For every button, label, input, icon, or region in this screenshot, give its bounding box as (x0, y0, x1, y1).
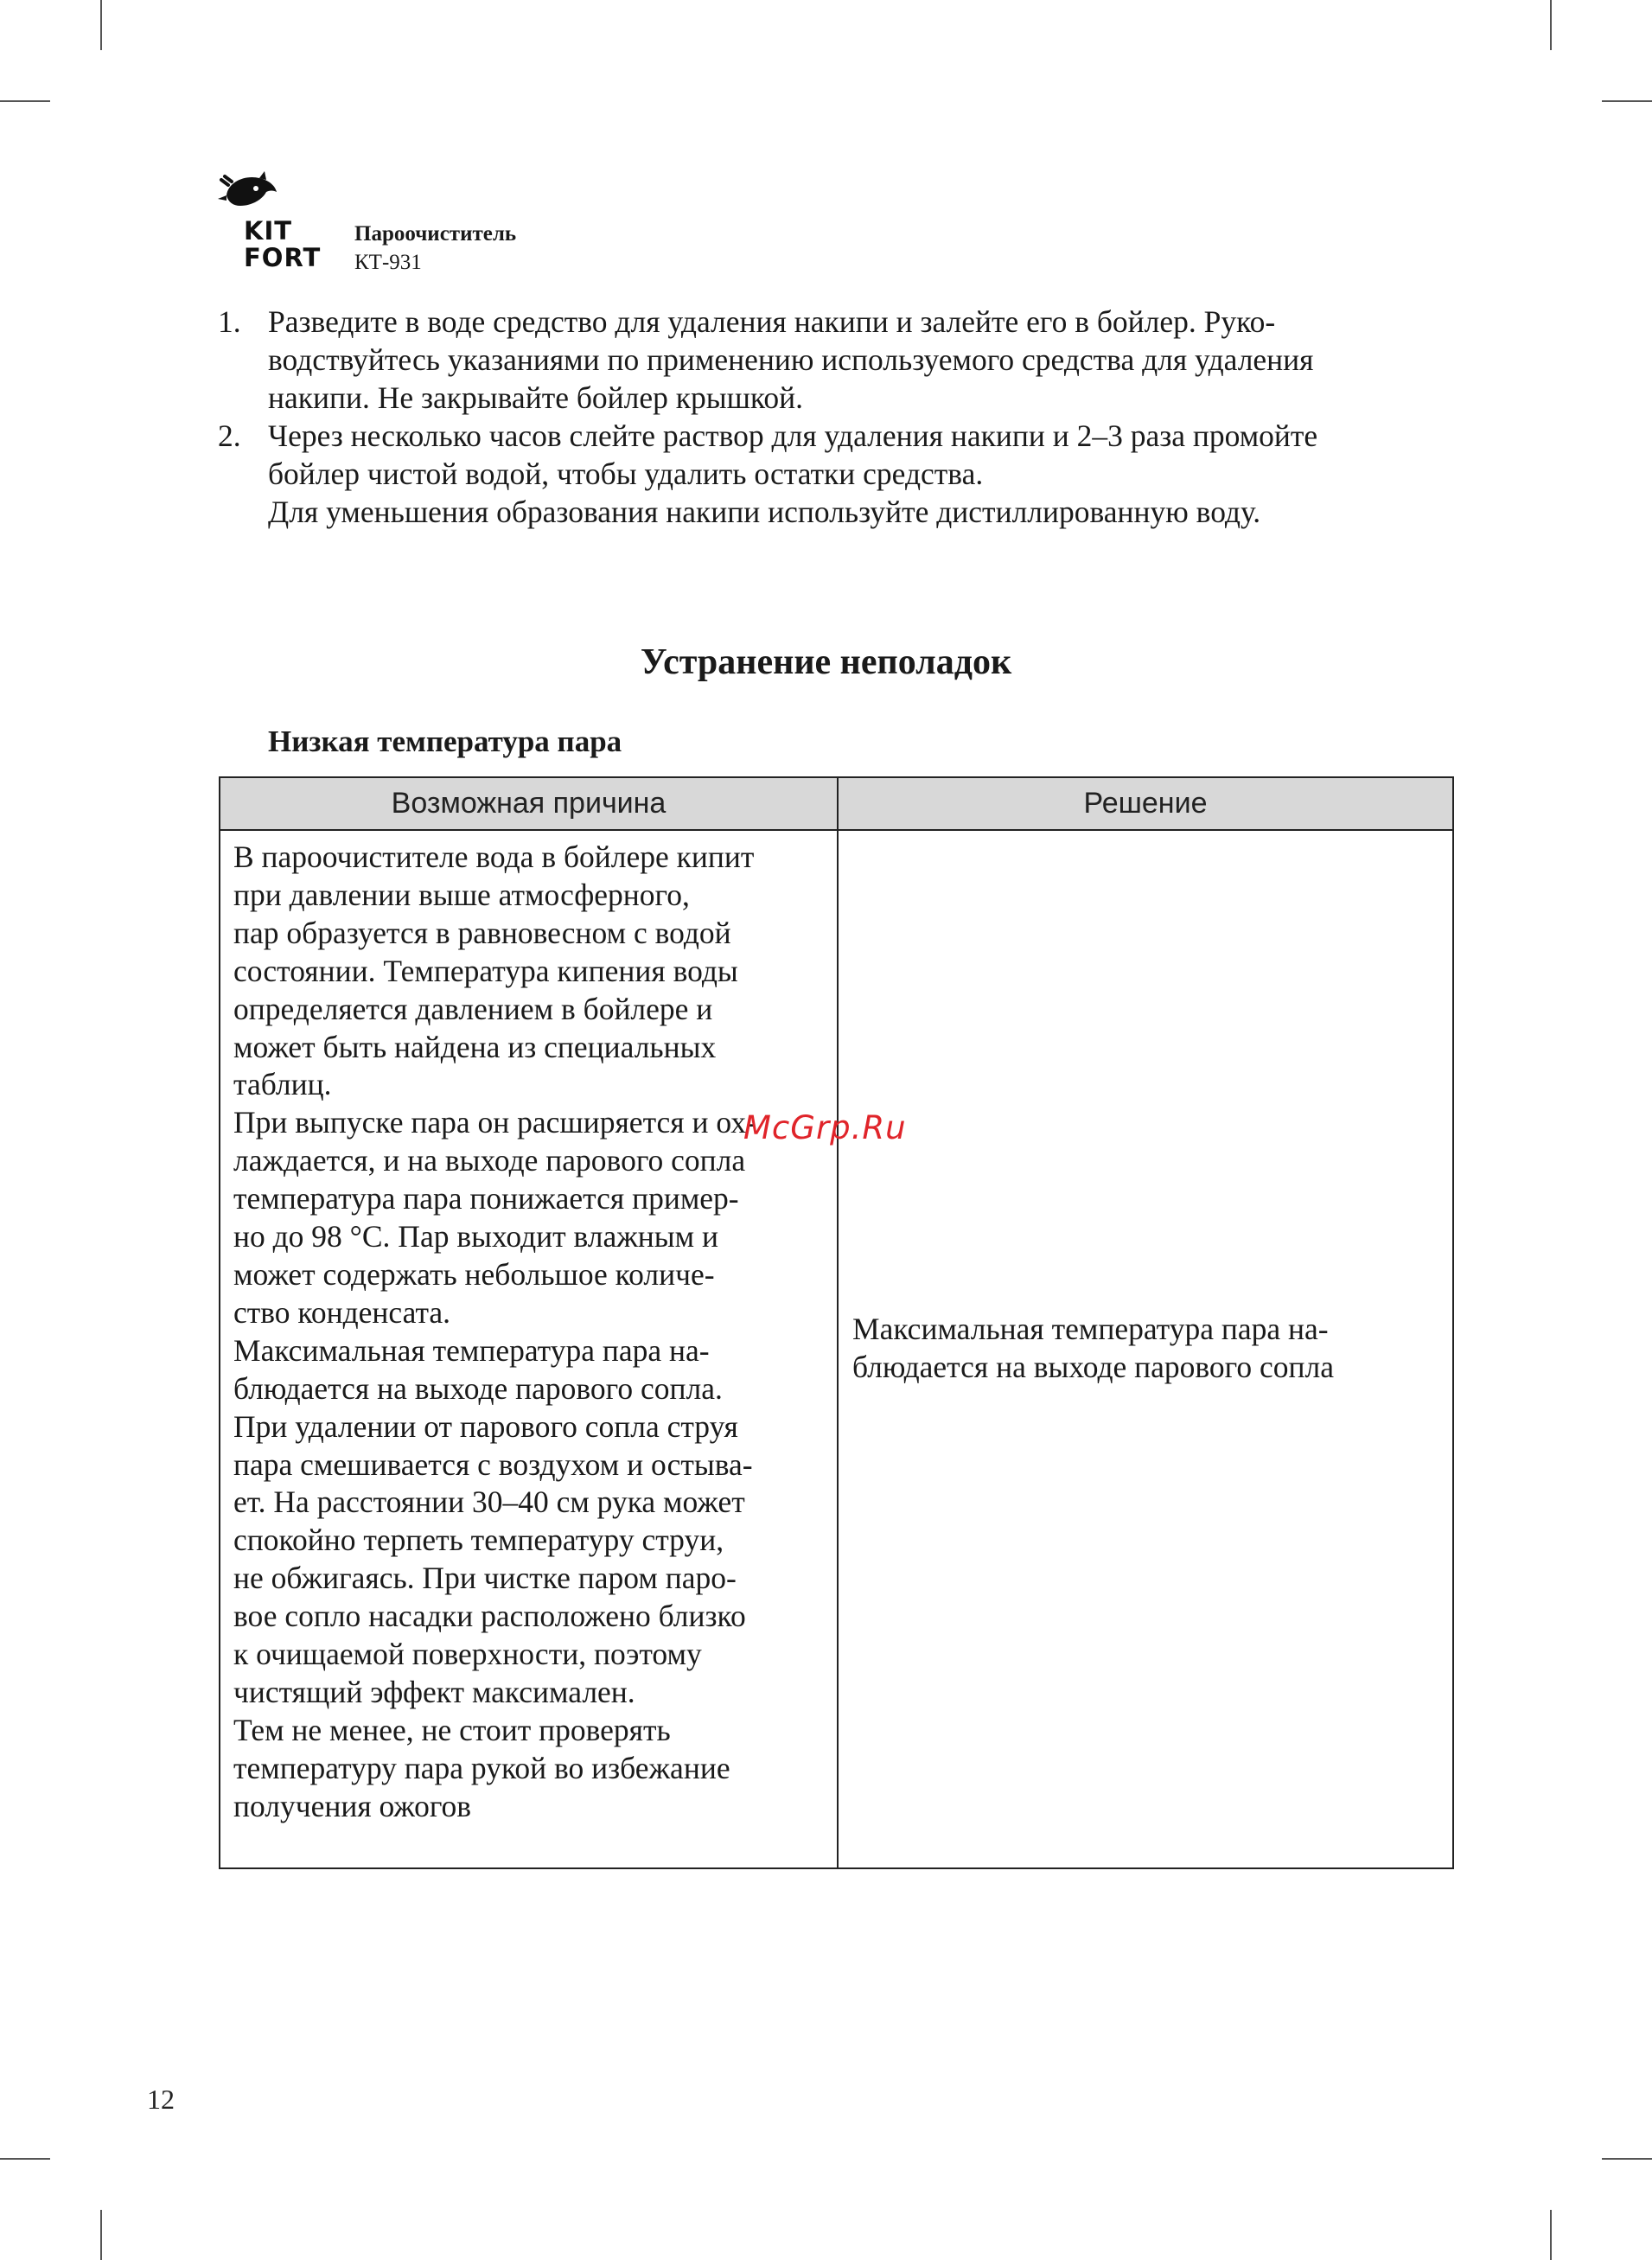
crop-mark-top-left-vertical (100, 0, 102, 50)
cause-line: Максимальная температура пара на- (233, 1332, 710, 1368)
watermark: McGrp.Ru (743, 1109, 907, 1146)
cause-line: вое сопло насадки расположено близко (233, 1599, 746, 1634)
cause-line: спокойно терпеть температуру струи, (233, 1523, 724, 1558)
descaling-steps (214, 303, 1468, 531)
cause-line: лаждается, и на выходе парового сопла (233, 1143, 746, 1178)
cause-line: При удалении от парового сопла струя (233, 1408, 738, 1444)
cause-line: может быть найдена из специальных (233, 1029, 717, 1064)
brand-line-1: KIT (244, 216, 293, 246)
crop-mark-bottom-left-vertical (100, 2210, 102, 2260)
crop-mark-top-left-horizontal (0, 100, 50, 102)
step-item (214, 417, 1468, 531)
cause-line: получения ожогов (233, 1788, 472, 1823)
kitfort-cat-plug-icon (214, 169, 284, 221)
cause-line: при давлении выше атмосферного, (233, 877, 690, 912)
step-number: 1. (218, 304, 241, 339)
solution-cell (852, 1311, 1440, 1387)
cause-line: В пароочистителе вода в бойлере кипит (233, 840, 755, 874)
page-number: 12 (147, 2084, 175, 2115)
cause-line: но до 98 °С. Пар выходит влажным и (233, 1219, 718, 1254)
cause-line: таблиц. (233, 1067, 332, 1102)
brand-line-2: FORT (244, 243, 322, 272)
crop-mark-top-right-horizontal (1602, 100, 1652, 102)
cause-line: температуру пара рукой во избежание (233, 1750, 730, 1785)
crop-mark-bottom-right-horizontal (1602, 2158, 1652, 2160)
cause-line: пар образуется в равновесном с водой (233, 915, 731, 950)
cause-line: ство конденсата. (233, 1294, 451, 1330)
cause-line: ет. На расстоянии 30–40 см рука может (233, 1484, 745, 1520)
step-text-line: Для уменьшения образования накипи используйте дистиллированную воду. (268, 495, 1261, 529)
cause-line: не обжигаясь. При чистке паром паро- (233, 1561, 737, 1596)
troubleshooting-table (219, 776, 1454, 1869)
cause-line: к очищаемой поверхности, поэтому (233, 1637, 702, 1672)
solution-line: Максимальная температура пара на- (852, 1312, 1329, 1346)
crop-mark-bottom-right-vertical (1550, 2210, 1552, 2260)
product-info (354, 220, 516, 277)
crop-mark-top-right-vertical (1550, 0, 1552, 50)
cause-line: определяется давлением в бойлере и (233, 991, 713, 1026)
subsection-title: Низкая температура пара (268, 725, 622, 758)
brand-wordmark (244, 218, 321, 271)
cause-line: чистящий эффект максимален. (233, 1674, 635, 1709)
page-header (214, 169, 733, 282)
cause-line: блюдается на выходе парового сопла. (233, 1370, 723, 1406)
cause-line: состоянии. Температура кипения воды (233, 953, 738, 988)
product-name: Пароочиститель (354, 222, 517, 246)
step-text-line: бойлер чистой водой, чтобы удалить остатки средства. (268, 456, 984, 491)
brand-logo (214, 169, 335, 282)
cause-line: При выпуске пара он расширяется и ох- (233, 1105, 756, 1140)
cause-line: Тем не менее, не стоит проверять (233, 1712, 671, 1747)
cause-line: температура пара понижается пример- (233, 1181, 739, 1216)
cause-line: может содержать небольшое количе- (233, 1256, 715, 1292)
cause-line: пара смешивается с воздухом и остыва- (233, 1446, 753, 1482)
step-text-line: накипи. Не закрывайте бойлер крышкой. (268, 380, 803, 415)
section-title: Устранение неполадок (640, 642, 1012, 682)
column-header-solution: Решение (1083, 787, 1208, 820)
product-model: КТ-931 (354, 251, 422, 274)
crop-mark-bottom-left-horizontal (0, 2158, 50, 2160)
step-number: 2. (218, 418, 241, 453)
cause-cell (233, 839, 830, 1826)
step-item (214, 303, 1468, 417)
solution-line: блюдается на выходе парового сопла (852, 1349, 1334, 1384)
step-text-line: Разведите в воде средство для удаления накипи и залейте его в бойлер. Руко- (268, 304, 1276, 339)
step-text-line: Через несколько часов слейте раствор для удаления накипи и 2–3 раза промойте (268, 418, 1318, 453)
column-divider (837, 778, 839, 1867)
step-text-line: водствуйтесь указаниями по применению используемого средства для удаления (268, 342, 1314, 377)
column-header-cause: Возможная причина (391, 787, 667, 820)
